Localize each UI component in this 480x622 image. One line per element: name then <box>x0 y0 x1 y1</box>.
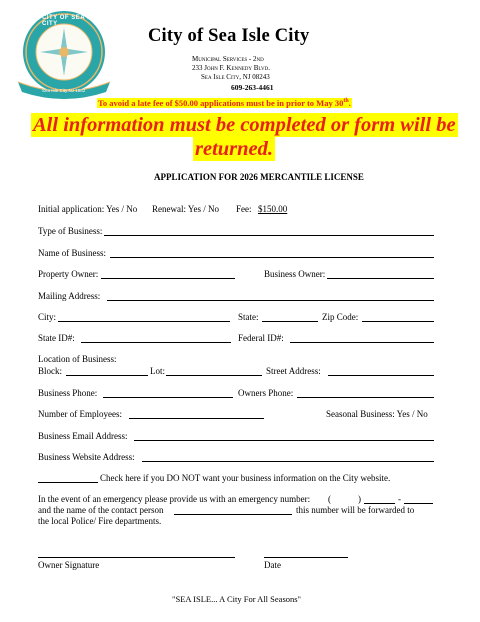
block-label: Block: <box>38 366 62 376</box>
date-label: Date <box>264 560 281 570</box>
location-of-business-label: Location of Business: <box>38 354 117 364</box>
lot-label: Lot: <box>150 366 165 376</box>
date-field[interactable] <box>264 557 348 558</box>
seal-ribbon-text: Sea Isle City NJ 1882 <box>42 88 86 93</box>
number-of-employees-field[interactable] <box>129 418 264 419</box>
business-email-label: Business Email Address: <box>38 431 128 441</box>
federal-id-label: Federal ID#: <box>238 333 284 343</box>
state-field[interactable] <box>262 321 318 322</box>
owner-signature-field[interactable] <box>38 557 235 558</box>
owner-signature-label: Owner Signature <box>38 560 100 570</box>
business-owner-label: Business Owner: <box>264 269 326 279</box>
renewal-label: Renewal: Yes / No <box>152 204 219 214</box>
business-email-field[interactable] <box>134 440 434 441</box>
initial-application-label: Initial application: Yes / No <box>38 204 138 214</box>
state-label: State: <box>238 312 259 322</box>
application-title: APPLICATION FOR 2026 MERCANTILE LICENSE <box>154 172 364 182</box>
seasonal-business-label: Seasonal Business: Yes / No <box>326 409 428 419</box>
property-owner-field[interactable] <box>101 278 235 279</box>
emergency-label-line-2b: this number will be forwarded to <box>296 505 415 515</box>
business-owner-field[interactable] <box>327 278 434 279</box>
do-not-publish-check-line[interactable] <box>38 482 98 483</box>
emergency-paren-open: ( <box>328 494 331 504</box>
address-line-3: Sea Isle City, NJ 08243 <box>201 73 270 81</box>
name-of-business-field[interactable] <box>110 257 434 258</box>
type-of-business-field[interactable] <box>104 235 434 236</box>
city-label: City: <box>38 312 57 322</box>
street-address-label: Street Address: <box>266 366 321 376</box>
address-line-1: Municipal Services - 2nd <box>192 55 264 63</box>
business-website-label: Business Website Address: <box>38 452 135 462</box>
seal-text: CITY OF SEA ISLE CITY <box>42 15 103 27</box>
owners-phone-label: Owners Phone: <box>238 388 294 398</box>
state-id-field[interactable] <box>81 342 231 343</box>
city-name: City of Sea Isle City <box>148 26 310 46</box>
emergency-prefix-field[interactable] <box>364 503 395 504</box>
mailing-address-field[interactable] <box>107 300 434 301</box>
mailing-address-label: Mailing Address: <box>38 291 101 301</box>
emergency-label-line-3: the local Police/ Fire departments. <box>38 516 162 526</box>
emergency-line-field[interactable] <box>404 503 433 504</box>
lot-field[interactable] <box>166 375 262 376</box>
warning-line-1: All information must be completed or form will be <box>33 114 456 136</box>
type-of-business-label: Type of Business: <box>38 226 103 236</box>
street-address-field[interactable] <box>328 375 434 376</box>
footer-motto: "SEA ISLE... A City For All Seasons" <box>172 594 302 604</box>
zip-code-field[interactable] <box>362 321 434 322</box>
federal-id-field[interactable] <box>290 342 434 343</box>
city-field[interactable] <box>58 321 230 322</box>
emergency-paren-close: ) <box>358 494 361 504</box>
phone-number: 609-263-4461 <box>231 83 274 92</box>
owners-phone-field[interactable] <box>297 397 434 398</box>
late-fee-notice: To avoid a late fee of $50.00 applications must be in prior to May 30th. <box>98 98 351 108</box>
fee-label: Fee: <box>236 204 252 214</box>
fee-value: $150.00 <box>258 204 288 214</box>
state-id-label: State ID#: <box>38 333 75 343</box>
block-field[interactable] <box>66 375 148 376</box>
business-phone-field[interactable] <box>103 397 233 398</box>
emergency-label-line-2a: and the name of the contact person <box>38 505 164 515</box>
city-seal-logo <box>14 8 114 100</box>
address-line-2: 233 John F. Kennedy Blvd. <box>192 64 270 72</box>
do-not-publish-label: Check here if you DO NOT want your business information on the City website. <box>100 473 391 483</box>
name-of-business-label: Name of Business: <box>38 248 106 258</box>
emergency-contact-field[interactable] <box>174 514 292 515</box>
number-of-employees-label: Number of Employees: <box>38 409 122 419</box>
emergency-dash: - <box>398 494 401 504</box>
warning-line-2: returned. <box>195 138 274 160</box>
business-phone-label: Business Phone: <box>38 388 98 398</box>
emergency-label-line-1: In the event of an emergency please provide us with an emergency number: <box>38 494 311 504</box>
property-owner-label: Property Owner: <box>38 269 99 279</box>
business-website-field[interactable] <box>142 461 434 462</box>
zip-code-label: Zip Code: <box>322 312 359 322</box>
